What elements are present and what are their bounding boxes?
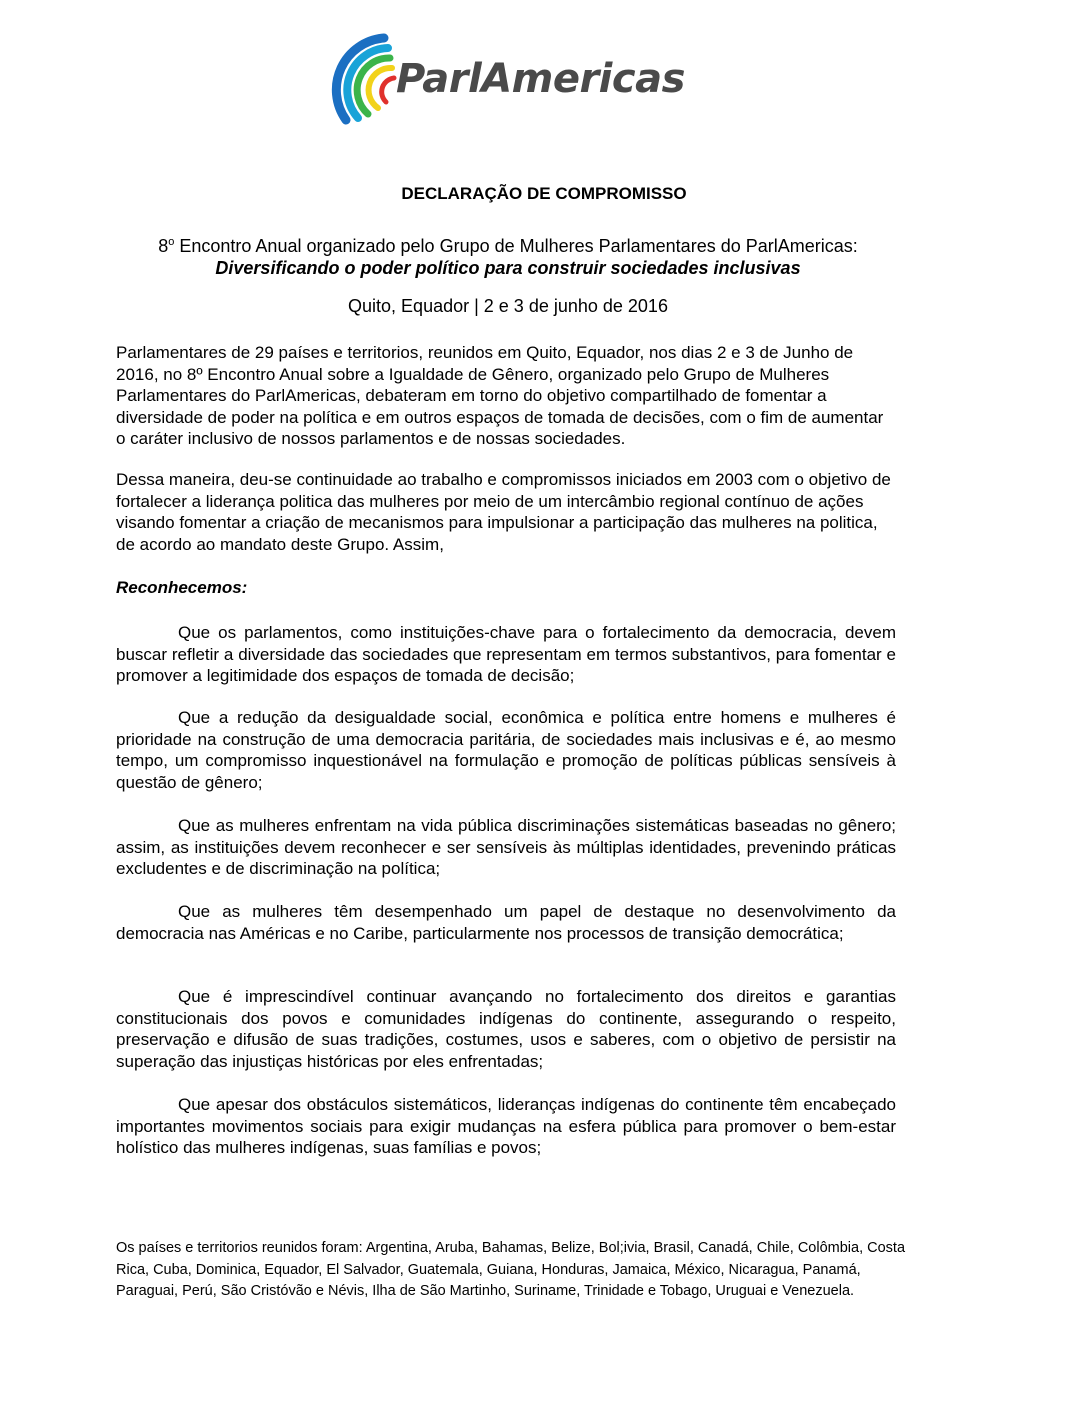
- clause-paragraph: Que os parlamentos, como instituições-chave para o fortalecimento da democracia, devem buscar refletir a diversidade das sociedades que representam em termos substantivos, para fomentar e promover a legitimidade dos espaços de tomada de decisão;: [116, 623, 896, 685]
- clause-paragraph: Que é imprescindível continuar avançando no fortalecimento dos direitos e garantias constitucionais dos povos e comunidades indígenas do continente, assegurando o respeito, preservação e difusão de suas tradições, costumes, usos e saberes, com o objetivo de persistir na superação das injustiças históricas por eles enfrentadas;: [116, 987, 896, 1071]
- intro-paragraph: Parlamentares de 29 países e territorios, reunidos em Quito, Equador, nos dias 2 e 3 de Junho de 2016, no 8º Encontro Anual sobre a Igualdade de Gênero, organizado pelo Grupo de Mulheres Parlamentares do ParlAmericas, debateram em torno do objetivo compartilhado de fomentar a diversidade de poder na política e em outros espaços de tomada de decisões, com o fim de aumentar o caráter inclusivo de nossos parlamentos e de nossas sociedades.: [116, 343, 884, 448]
- logo-wordmark: ParlAmericas: [396, 56, 685, 102]
- subtitle-number: 8: [158, 236, 169, 256]
- section-heading: Reconhecemos:: [116, 578, 248, 597]
- location-date: Quito, Equador | 2 e 3 de junho de 2016: [348, 296, 668, 316]
- clause-paragraph: Que apesar dos obstáculos sistemáticos, lideranças indígenas do continente têm encabeçado importantes movimentos sociais para exigir mudanças na esfera pública para promover o bem-estar holístico das mulheres indígenas, suas famílias e povos;: [116, 1095, 896, 1157]
- clause-paragraph: Que as mulheres têm desempenhado um papel de destaque no desenvolvimento da democracia nas Américas e no Caribe, particularmente nos processos de transição democrática;: [116, 902, 896, 943]
- continuity-paragraph: Dessa maneira, deu-se continuidade ao trabalho e compromissos iniciados em 2003 com o objetivo de fortalecer a liderança politica das mulheres por meio de um intercâmbio regional contínuo de ações visando fomentar a criação de mecanismos para impulsionar a participação das mulheres na politica, de acordo ao mandato deste Grupo. Assim,: [116, 470, 891, 554]
- footnote: Os países e territorios reunidos foram: Argentina, Aruba, Bahamas, Belize, Bol;ivia, Brasil, Canadá, Chile, Colômbia, Costa Rica, Cuba, Dominica, Equador, El Salvador, Guatemala, Guiana, Honduras, Jamaica, México, Nicaragua, Panamá, Paraguai, Perú, São Cristóvão e Névis, Ilha de São Martinho, Suriname, Trinidade e Tobago, Uruguai e Venezuela.: [116, 1240, 906, 1299]
- clause-paragraph: Que a redução da desigualdade social, econômica e política entre homens e mulheres é prioridade na construção de uma democracia paritária, de sociedades mais inclusivas e é, ao mesmo tempo, um compromisso inquestionável na formulação e promoção de políticas públicas sensíveis à questão de gênero;: [116, 708, 896, 792]
- parlamericas-logo: [324, 28, 684, 138]
- subtitle-ordinal: o: [168, 236, 175, 248]
- clause-paragraph: Que as mulheres enfrentam na vida pública discriminações sistemáticas baseadas no gênero; assim, as instituições devem reconhecer e ser sensíveis às múltiplas identidades, prevenindo práticas excludentes e de discriminação na política;: [116, 816, 896, 878]
- document-title: DECLARAÇÃO DE COMPROMISSO: [401, 184, 687, 203]
- subtitle-line1: Encontro Anual organizado pelo Grupo de Mulheres Parlamentares do ParlAmericas:: [174, 236, 858, 256]
- document-subtitle: [0, 231, 1016, 279]
- subtitle-line2: Diversificando o poder político para construir sociedades inclusivas: [215, 258, 801, 278]
